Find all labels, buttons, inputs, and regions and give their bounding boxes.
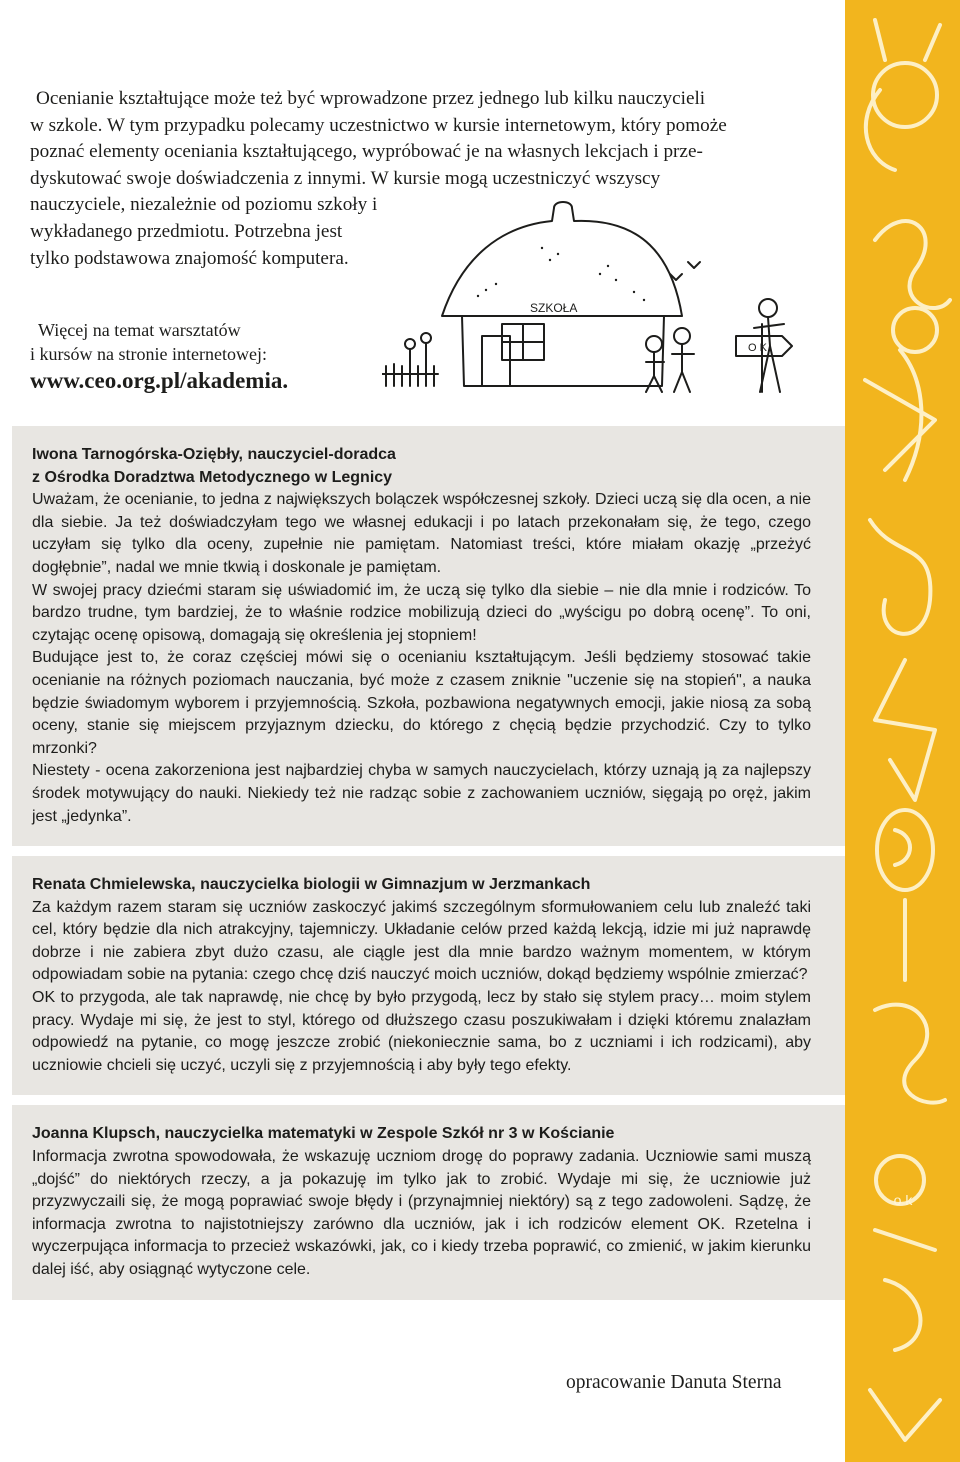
divider — [12, 1095, 845, 1105]
testimonial-paragraph: Uważam, że ocenianie, to jedna z największych bolączek współczesnej szkoły. Dzieci uczą się dla ocen, a nie dla siebie. Ja też doświadczyłam tego we własnej edukacji i po latach przekonałam się, że tego, czego uczyłam się tylko dla oceny, zupełnie nie pamiętam. Natomiast treści, które miałam okazję „przeżyć dogłębnie”, nadal we mnie tkwią i doskonale je pamiętam. — [32, 491, 811, 576]
testimonial-paragraph: Za każdym razem staram się uczniów zaskoczyć jakimś szczególnym sformułowaniem celu lub znaleźć taki cel, który będzie dla nich atrakcyjny, tajemniczy. Układanie celów przed każdą lekcją, idzie mi już naprawdę dobrze i nie zabiera zbyt dużo czasu, ale ciągle jest dla mnie bardzo ważnym momentem, w którym odpowiadam sobie na pytania: czego chcę dziś nauczyć moich uczniów, dokąd będziemy wspólnie zmierzać? — [32, 898, 811, 984]
more-info-text: i kursów na stronie internetowej: — [30, 344, 267, 364]
svg-text:o k: o k — [893, 1192, 913, 1208]
more-info-text: Więcej na temat warsztatów — [38, 320, 241, 340]
intro-line: w szkole. W tym przypadku polecamy uczestnictwo w kursie internetowym, który pomoże — [30, 114, 727, 136]
signature: opracowanie Danuta Sterna — [566, 1372, 782, 1393]
school-sign-label: SZKOŁA — [530, 301, 578, 315]
intro-line: nauczyciele, niezależnie od poziomu szkoły i — [30, 194, 378, 216]
intro-line: poznać elementy oceniania kształtującego, wypróbować je na własnych lekcjach i prze- — [30, 141, 703, 163]
intro-line: wykładanego przedmiotu. Potrzebna jest — [30, 220, 343, 242]
testimonial-entry — [12, 426, 845, 846]
decorative-sidebar — [845, 0, 960, 1462]
sidebar-doodles-icon — [845, 0, 960, 1462]
testimonial-paragraph: Niestety - ocena zakorzeniona jest najbardziej chyba w samych nauczycielach, którzy uznają ją za najlepszy środek motywujący do nauki. Niekiedy też nie radząc sobie z zachowaniem uczniów, sięgają po oręż, jakim jest „jedynka”. — [32, 762, 811, 825]
testimonial-paragraph: Budujące jest to, że coraz częściej mówi się o ocenianiu kształtującym. Jeśli będziemy stosować takie ocenianie na różnych poziomach nauczania, być może z czasem zniknie "uczenie się na stopień", a nauka będzie świadomym wyborem i przyjemnością. Szkoła, pozbawiona negatywnych emocji, jakie niosą za sobą oceny, stanie się miejscem przyjaznym dziecku, do którego z chęcią będzie przychodzić. Czy to tylko mrzonki? — [32, 649, 811, 757]
testimonial-affiliation: z Ośrodka Doradztwa Metodycznego w Legnicy — [32, 468, 393, 486]
school-house-illustration — [382, 196, 802, 406]
testimonial-entry — [12, 856, 845, 1095]
more-info-block — [30, 318, 330, 396]
testimonial-author: Joanna Klupsch, nauczycielka matematyki w Zespole Szkół nr 3 w Kościanie — [32, 1125, 615, 1143]
testimonial-paragraph: Informacja zwrotna spowodowała, że wskazuję uczniom drogę do poprawy zadania. Uczniowie sami muszą „dojść” do niektórych rzeczy, a ja pokazuję im tylko jak to zrobić. Wydaje mi się, że uczniowie już przyzwyczaili się, że mogą poprawiać swoje błędy i (przynajmniej niektóry) są z tego zadowoleni. Sądzę, że informacja zwrotna to najistotniejszy zarówno dla uczniów, jak i ich rodziców element OK. Rzetelna i wyczerpująca informacja to przecież wskazówki, jak, co i kiedy trzeba poprawić, co zmienić, w jakim kierunku dalej iść, aby osiągnąć wytyczone cele. — [32, 1148, 811, 1278]
testimonial-author: Iwona Tarnogórska-Oziębły, nauczyciel-doradca — [32, 446, 396, 463]
testimonial-paragraph: W swojej pracy dziećmi staram się uświadomić im, że uczą się tylko dla siebie – nie dla mnie i rodziców. To bardzo trudne, tym bardziej, że to właśnie rodzice mobilizują dzieci do „wyścigu po dobrą ocenę”. To oni, czytając ocenę opisową, domagają się określenia jej stopniem! — [32, 581, 811, 644]
testimonials-panel — [12, 426, 845, 1300]
divider — [12, 846, 845, 856]
testimonial-author: Renata Chmielewska, nauczycielka biologii w Gimnazjum w Jerzmankach — [32, 876, 591, 894]
testimonial-paragraph: OK to przygoda, ale tak naprawdę, nie chcę by było przygodą, lecz by stało się stylem pracy… moim stylem pracy. Wydaje mi się, że jest to styl, którego od dłuższego czasu poszukiwałam i dzięki któremu znalazłam odpowiedź na pytanie, co mogę jeszcze zrobić (niekoniecznie sama, bo z uczniami i ich rodzicami), aby uczniowie chcieli się uczyć, uczyli się z przyjemnością i aby były tego efekty. — [32, 989, 811, 1074]
website-link[interactable]: www.ceo.org.pl/akademia. — [30, 368, 289, 393]
intro-line: dyskutować swoje doświadczenia z innymi. W kursie mogą uczestniczyć wszyscy — [30, 167, 661, 189]
ok-sign-label: O K — [748, 342, 767, 354]
intro-line: tylko podstawowa znajomość komputera. — [30, 247, 349, 269]
testimonial-entry — [12, 1105, 845, 1299]
intro-line: Ocenianie kształtujące może też być wprowadzone przez jednego lub kilku nauczycieli — [36, 88, 706, 109]
